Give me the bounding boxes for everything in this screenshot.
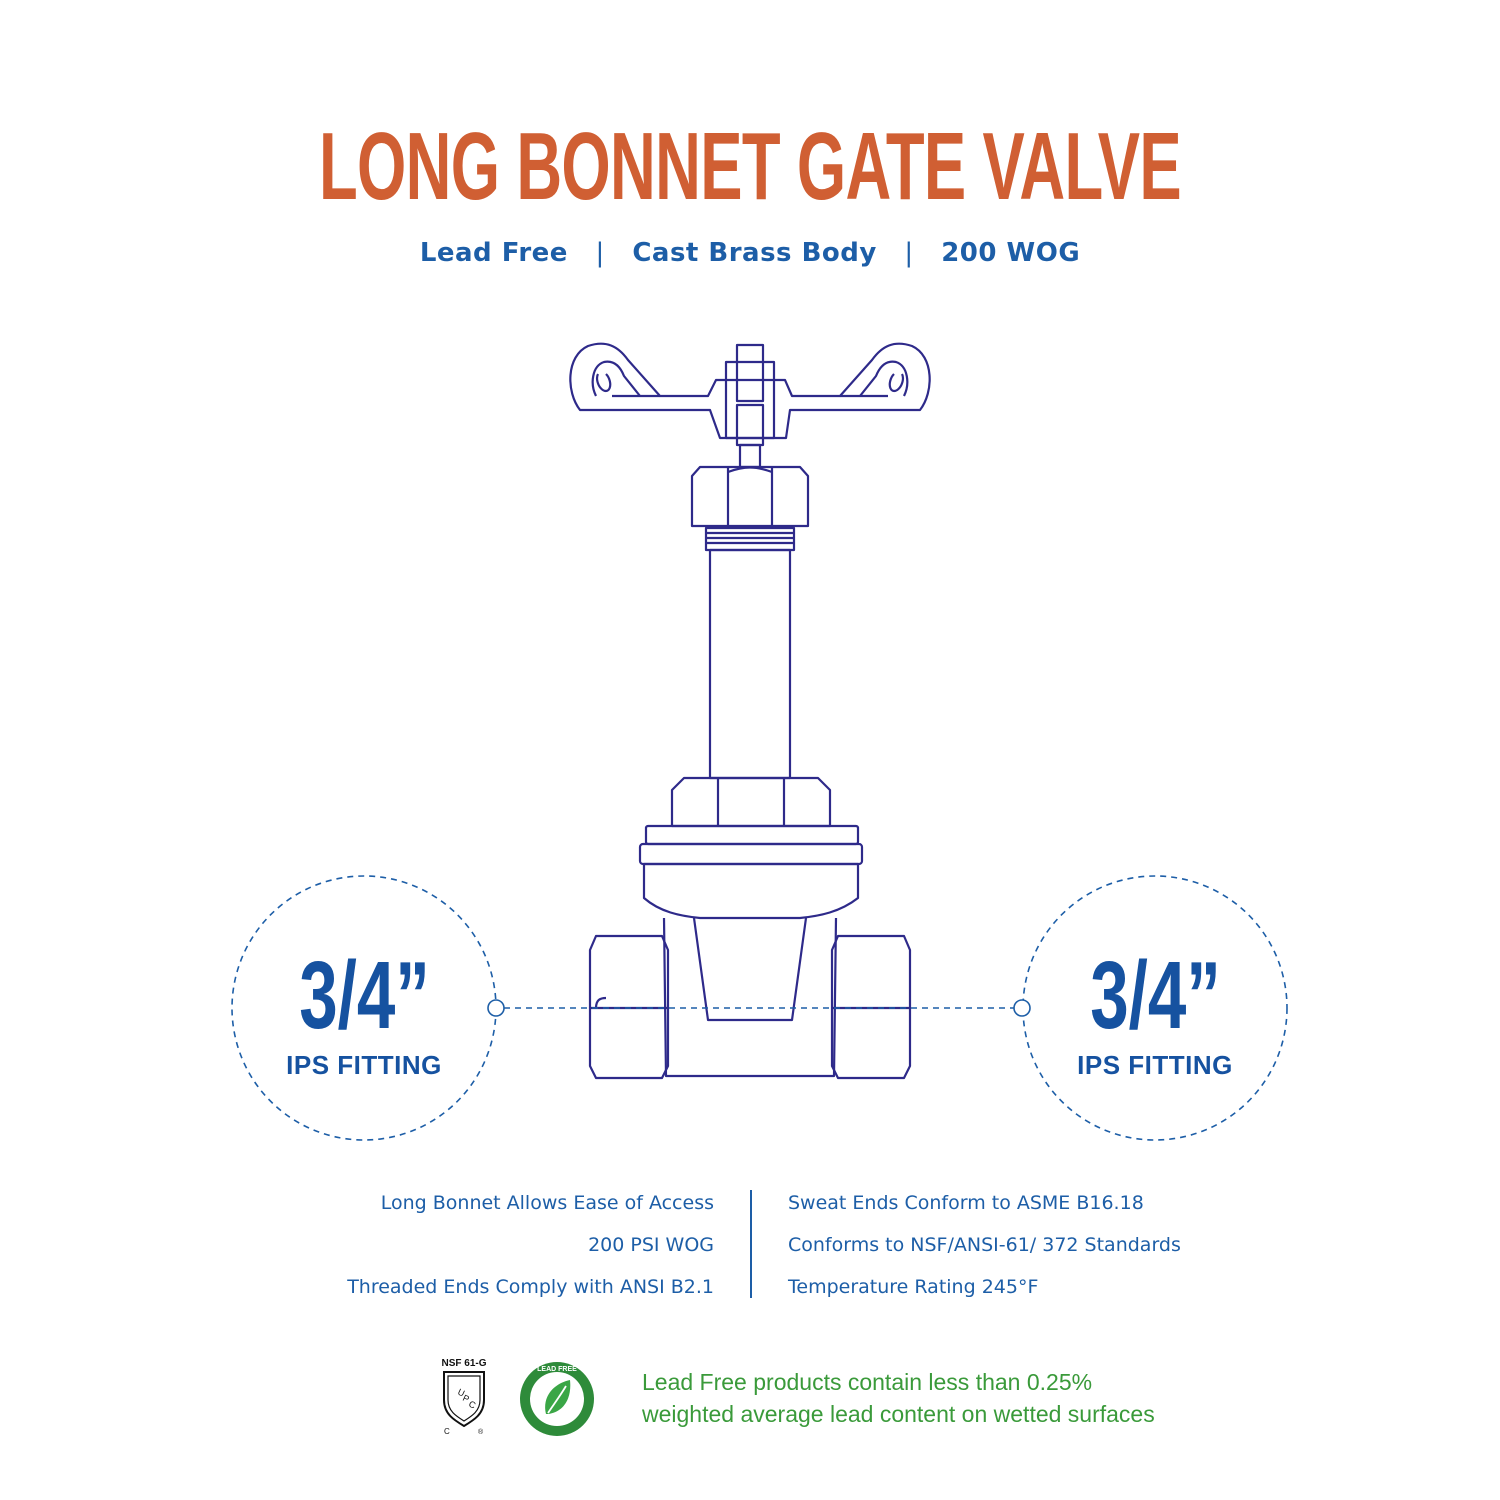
right-fitting-label: IPS FITTING [1077, 1050, 1233, 1080]
features-left-list [347, 1186, 714, 1312]
right-fitting-size: 3/4” [1090, 942, 1221, 1049]
feature-item: Sweat Ends Conform to ASME B16.18 [788, 1192, 1144, 1214]
subtitle-separator: | [595, 238, 605, 268]
features-right-list [788, 1186, 1181, 1312]
left-fitting-size: 3/4” [299, 942, 430, 1049]
long-bonnet-icon [710, 550, 790, 778]
svg-text:®: ® [478, 1429, 484, 1436]
features-divider [750, 1190, 752, 1298]
right-fitting-badge [1065, 942, 1245, 1081]
lead-free-note-line-1: Lead Free products contain less than 0.25% [642, 1369, 1093, 1395]
feature-item: Temperature Rating 245°F [788, 1276, 1039, 1298]
lead-free-note-line-2: weighted average lead content on wetted surfaces [642, 1401, 1155, 1427]
subtitle-item-body: Cast Brass Body [632, 238, 877, 268]
right-end-fitting-icon [832, 936, 910, 1078]
subtitle-item-wog: 200 WOG [941, 238, 1081, 268]
svg-text:LEAD FREE: LEAD FREE [537, 1366, 577, 1373]
handwheel-icon [570, 344, 929, 445]
lead-free-note [642, 1366, 1155, 1430]
svg-text:C: C [444, 1427, 450, 1436]
svg-text:U: U [456, 1386, 467, 1399]
bonnet-threads-icon [706, 528, 794, 550]
feature-item: Conforms to NSF/ANSI-61/ 372 Standards [788, 1234, 1181, 1256]
svg-text:C: C [467, 1398, 478, 1411]
upc-certification-icon [432, 1356, 496, 1436]
bonnet-nut-icon [672, 778, 830, 826]
svg-text:P: P [461, 1392, 471, 1405]
left-end-fitting-icon [590, 936, 668, 1078]
lead-free-leaf-icon [518, 1360, 596, 1438]
left-fitting-badge [274, 942, 454, 1081]
page-title: LONG BONNET GATE VALVE [319, 113, 1181, 220]
feature-item: 200 PSI WOG [588, 1234, 714, 1256]
left-fitting-label: IPS FITTING [286, 1050, 442, 1080]
valve-body-icon [644, 864, 858, 918]
feature-item: Threaded Ends Comply with ANSI B2.1 [347, 1276, 714, 1298]
packing-nut-icon [692, 467, 808, 526]
feature-item: Long Bonnet Allows Ease of Access [380, 1192, 714, 1214]
svg-text:NSF 61-G: NSF 61-G [441, 1358, 487, 1369]
subtitle-item-lead-free: Lead Free [419, 238, 568, 268]
subtitle-separator: | [904, 238, 914, 268]
